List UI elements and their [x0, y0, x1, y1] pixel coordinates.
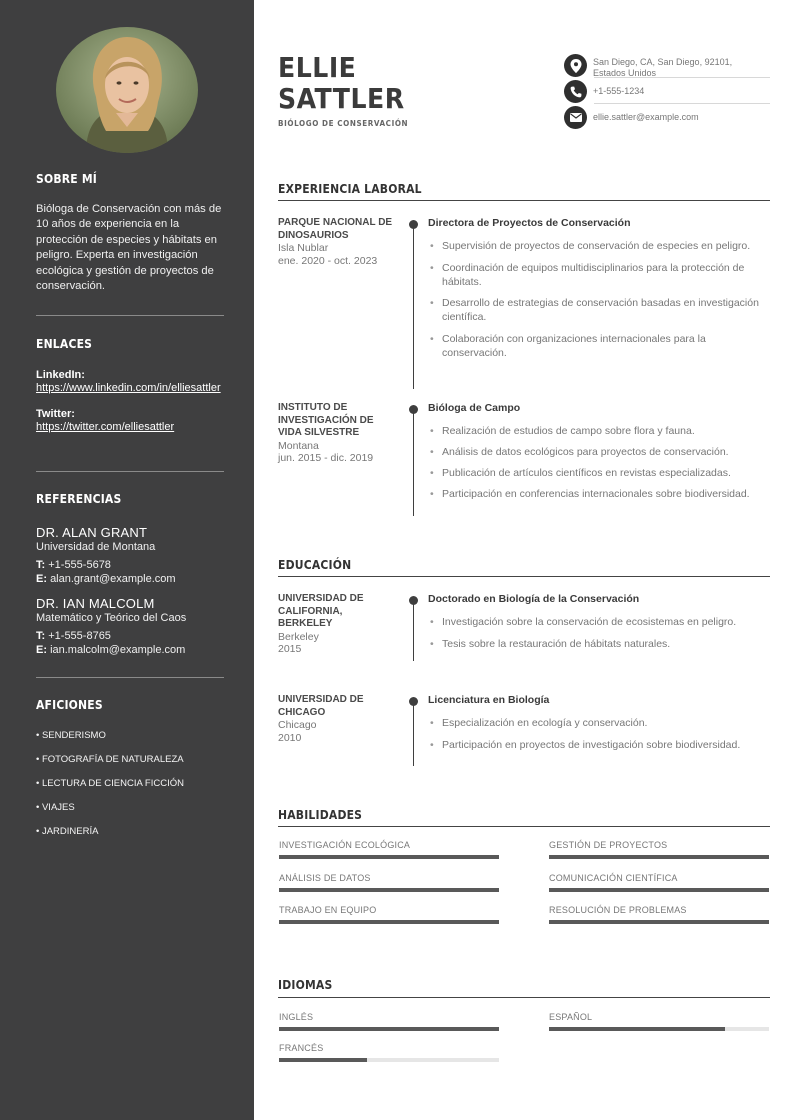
duty-bullet: • Supervisión de proyectos de conservación de especies en peligro. [428, 239, 770, 253]
hobby-item: • LECTURA DE CIENCIA FICCIÓN [36, 778, 184, 789]
employer-name: INSTITUTO DE INVESTIGACIÓN DE VIDA SILVESTRE [278, 402, 374, 438]
avatar [56, 27, 198, 153]
language-bar-track [279, 1058, 499, 1062]
education-heading: EDUCACIÓN [278, 558, 352, 572]
section-divider [278, 576, 770, 577]
timeline-dot [409, 697, 418, 706]
contact-address [564, 54, 770, 78]
reference-phone: +1-555-5678 [48, 559, 111, 571]
skill-bar-fill [279, 888, 499, 892]
language-bar-fill [549, 1027, 725, 1031]
references-heading: REFERENCIAS [36, 492, 122, 506]
hobby-item: • FOTOGRAFÍA DE NATURALEZA [36, 754, 184, 765]
study-bullet: • Participación en proyectos de investigación sobre biodiversidad. [428, 738, 770, 752]
job-title: BIÓLOGO DE CONSERVACIÓN [278, 119, 409, 128]
skill-item [549, 840, 769, 859]
language-item [279, 1043, 499, 1062]
skill-bar-track [279, 888, 499, 892]
hobby-item: • SENDERISMO [36, 730, 106, 741]
person-photo-icon [56, 27, 198, 153]
hobby-item: • VIAJES [36, 802, 75, 813]
reference-name: DR. IAN MALCOLM [36, 596, 155, 611]
references-section [36, 492, 224, 656]
contact-divider [594, 77, 770, 78]
about-section [36, 172, 224, 294]
reference-phone: +1-555-8765 [48, 630, 111, 642]
study-bullet: • Tesis sobre la restauración de hábitats naturales. [428, 637, 770, 651]
skill-bar-fill [549, 920, 769, 924]
timeline-dot [409, 220, 418, 229]
employment-dates: jun. 2015 - dic. 2019 [278, 452, 374, 464]
skill-bar-fill [279, 855, 499, 859]
timeline-dot [409, 596, 418, 605]
address-line-2: Estados Unidos [593, 67, 657, 78]
skill-label: ANÁLISIS DE DATOS [279, 873, 371, 883]
hobby-item: • JARDINERÍA [36, 826, 99, 837]
language-item [279, 1012, 499, 1031]
language-label: INGLÉS [279, 1012, 314, 1022]
timeline-line [413, 223, 414, 389]
languages-heading: IDIOMAS [278, 978, 333, 992]
location-pin-icon [564, 54, 587, 77]
reference-name: DR. ALAN GRANT [36, 525, 148, 540]
section-divider [278, 997, 770, 998]
skill-bar-fill [549, 855, 769, 859]
skill-bar-track [549, 855, 769, 859]
reference-email: ian.malcolm@example.com [50, 644, 186, 656]
timeline-dot [409, 405, 418, 414]
contact-phone [564, 80, 770, 103]
linkedin-link[interactable]: https://www.linkedin.com/in/elliesattler [36, 382, 221, 394]
school-name: UNIVERSIDAD DE CALIFORNIA, BERKELEY [278, 593, 364, 629]
timeline-line [413, 408, 414, 516]
graduation-year: 2015 [278, 643, 302, 655]
links-section [36, 337, 224, 434]
reference-email: alan.grant@example.com [50, 573, 176, 585]
experience-heading: EXPERIENCIA LABORAL [278, 182, 422, 196]
language-label: ESPAÑOL [549, 1012, 593, 1022]
language-bar-track [549, 1027, 769, 1031]
study-bullet: • Investigación sobre la conservación de ecosistemas en peligro. [428, 615, 770, 629]
hobbies-section [36, 698, 224, 850]
address-line-1: San Diego, CA, San Diego, 92101, [593, 57, 733, 67]
about-text: Bióloga de Conservación con más de 10 años de experiencia en la protección de especies y hábitats en peligro. Experta en investigación ecológica y gestión de proyectos de conservación. [36, 203, 222, 293]
links-heading: ENLACES [36, 337, 93, 351]
duty-bullet: • Publicación de artículos científicos en revistas especializadas. [428, 466, 770, 480]
skill-bar-track [549, 920, 769, 924]
reference-org: Matemático y Teórico del Caos [36, 612, 187, 624]
contact-email [564, 106, 770, 129]
skill-label: TRABAJO EN EQUIPO [279, 905, 377, 915]
language-bar-fill [279, 1027, 499, 1031]
skill-bar-track [279, 855, 499, 859]
skill-label: INVESTIGACIÓN ECOLÓGICA [279, 840, 411, 850]
skill-bar-track [549, 888, 769, 892]
skills-heading: HABILIDADES [278, 808, 363, 822]
section-divider [278, 826, 770, 827]
skill-item [279, 873, 499, 892]
sidebar-divider [36, 471, 224, 472]
linkedin-label: LinkedIn: [36, 369, 85, 381]
skill-label: GESTIÓN DE PROYECTOS [549, 840, 668, 850]
reference-org: Universidad de Montana [36, 541, 156, 553]
skill-bar-fill [279, 920, 499, 924]
language-bar-track [279, 1027, 499, 1031]
first-name: ELLIE [278, 51, 357, 84]
skill-item [279, 840, 499, 859]
employment-dates: ene. 2020 - oct. 2023 [278, 254, 378, 267]
degree-title: Licenciatura en Biología [428, 694, 550, 706]
language-bar-fill [279, 1058, 367, 1062]
duty-bullet: • Realización de estudios de campo sobre flora y fauna. [428, 424, 770, 438]
phone-icon [564, 80, 587, 103]
sidebar [0, 0, 254, 1120]
school-location: Chicago [278, 719, 317, 731]
twitter-link[interactable]: https://twitter.com/elliesattler [36, 421, 175, 433]
language-item [549, 1012, 769, 1031]
job-role: Bióloga de Campo [428, 402, 521, 414]
timeline-line [413, 599, 414, 661]
about-heading: SOBRE MÍ [36, 172, 97, 186]
employer-name: PARQUE NACIONAL DE DINOSAURIOS [278, 217, 393, 241]
duty-bullet: • Coordinación de equipos multidisciplinarios para la protección de hábitats. [428, 261, 770, 289]
sidebar-divider [36, 315, 224, 316]
reference-email-label: E: [36, 573, 47, 585]
skill-item [549, 905, 769, 924]
skill-label: COMUNICACIÓN CIENTÍFICA [549, 873, 678, 883]
email-text: ellie.sattler@example.com [593, 112, 699, 122]
skill-item [549, 873, 769, 892]
school-location: Berkeley [278, 630, 319, 643]
phone-text: +1-555-1234 [593, 86, 645, 96]
contact-divider [594, 103, 770, 104]
employer-location: Montana [278, 439, 319, 452]
mail-icon [564, 106, 587, 129]
degree-title: Doctorado en Biología de la Conservación [428, 593, 640, 605]
job-role: Directora de Proyectos de Conservación [428, 217, 631, 229]
section-divider [278, 200, 770, 201]
graduation-year: 2010 [278, 731, 302, 744]
school-name: UNIVERSIDAD DE CHICAGO [278, 694, 364, 718]
last-name: SATTLER [278, 82, 405, 115]
reference-phone-label: T: [36, 630, 46, 642]
skill-item [279, 905, 499, 924]
language-label: FRANCÉS [279, 1043, 324, 1053]
twitter-label: Twitter: [36, 408, 75, 420]
skill-label: RESOLUCIÓN DE PROBLEMAS [549, 905, 687, 915]
duty-bullet: • Análisis de datos ecológicos para proyectos de conservación. [428, 445, 770, 459]
reference-item [36, 525, 224, 585]
sidebar-divider [36, 677, 224, 678]
duty-bullet: • Participación en conferencias internacionales sobre biodiversidad. [428, 487, 770, 501]
employer-location: Isla Nublar [278, 242, 329, 254]
reference-email-label: E: [36, 644, 47, 656]
hobbies-heading: AFICIONES [36, 698, 103, 712]
skill-bar-track [279, 920, 499, 924]
skill-bar-fill [549, 888, 769, 892]
duty-bullet: • Desarrollo de estrategias de conservación basadas en investigación científica. [428, 296, 770, 324]
reference-item [36, 596, 224, 656]
study-bullet: • Especialización en ecología y conservación. [428, 716, 770, 730]
timeline-line [413, 700, 414, 766]
reference-phone-label: T: [36, 559, 46, 571]
full-name [278, 52, 405, 114]
duty-bullet: • Colaboración con organizaciones internacionales para la conservación. [428, 332, 770, 360]
